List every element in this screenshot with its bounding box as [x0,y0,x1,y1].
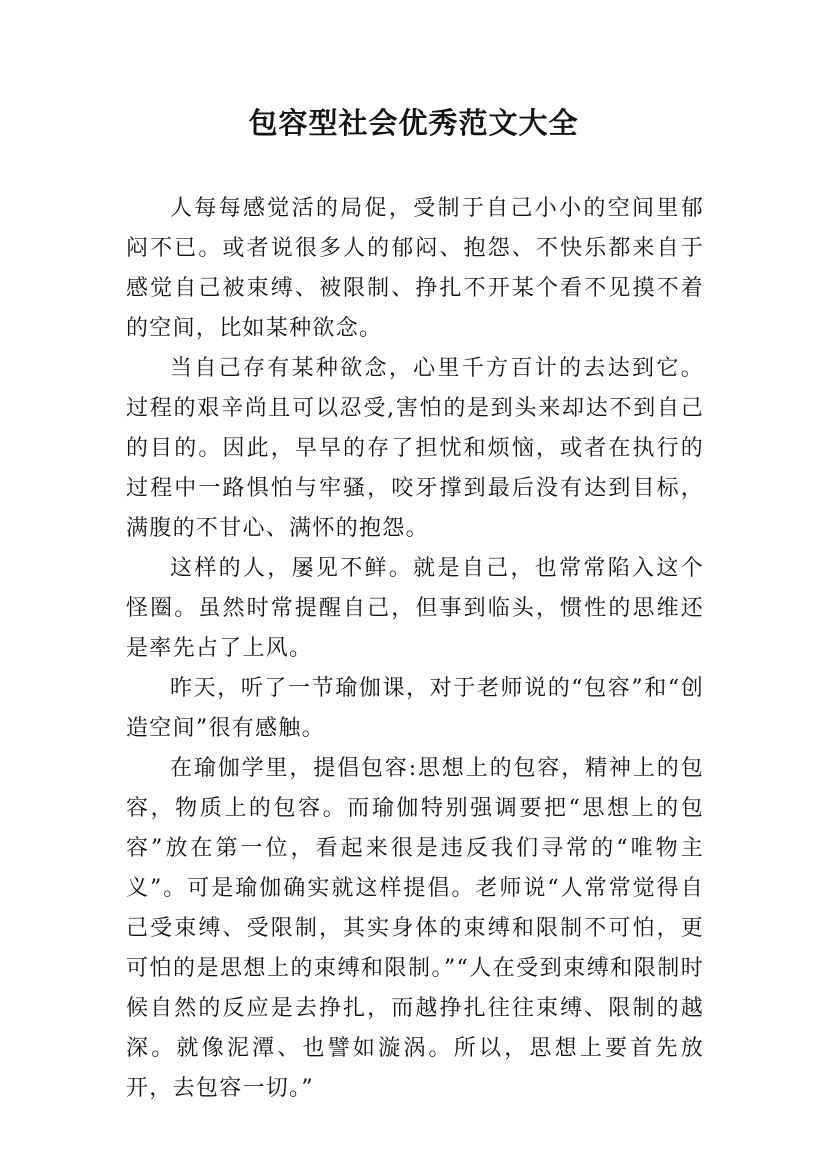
paragraph: 人每每感觉活的局促，受制于自己小小的空间里郁闷不已。或者说很多人的郁闷、抱怨、不快乐都来自于感觉自己被束缚、被限制、挣扎不开某个看不见摸不着的空间，比如某种欲念。 [126,196,704,341]
document-title: 包容型社会优秀范文大全 [248,106,579,140]
paragraph: 在瑜伽学里，提倡包容:思想上的包容，精神上的包容，物质上的包容。而瑜伽特别强调要把“思想上的包容”放在第一位，看起来很是违反我们寻常的“唯物主义”。可是瑜伽确实就这样提倡。老师说“人常常觉得自己受束缚、受限制，其实身体的束缚和限制不可怕，更可怕的是思想上的束缚和限制。”“人在受到束缚和限制时候自然的反应是去挣扎，而越挣扎往往束缚、限制的越深。就像泥潭、也譬如漩涡。所以，思想上要首先放开，去包容一切。” [126,756,704,1101]
paragraph: 这样的人，屡见不鲜。就是自己，也常常陷入这个怪圈。虽然时常提醒自己，但事到临头，惯性的思维还是率先占了上风。 [126,556,704,661]
paragraph: 当自己存有某种欲念，心里千方百计的去达到它。过程的艰辛尚且可以忍受,害怕的是到头来却达不到自己的目的。因此，早早的存了担忧和烦恼，或者在执行的过程中一路惧怕与牢骚，咬牙撑到最后没有达到目标，满腹的不甘心、满怀的抱怨。 [126,356,704,541]
document-body [126,189,704,1109]
paragraph: 昨天，听了一节瑜伽课，对于老师说的“包容”和“创造空间”很有感触。 [126,676,704,741]
